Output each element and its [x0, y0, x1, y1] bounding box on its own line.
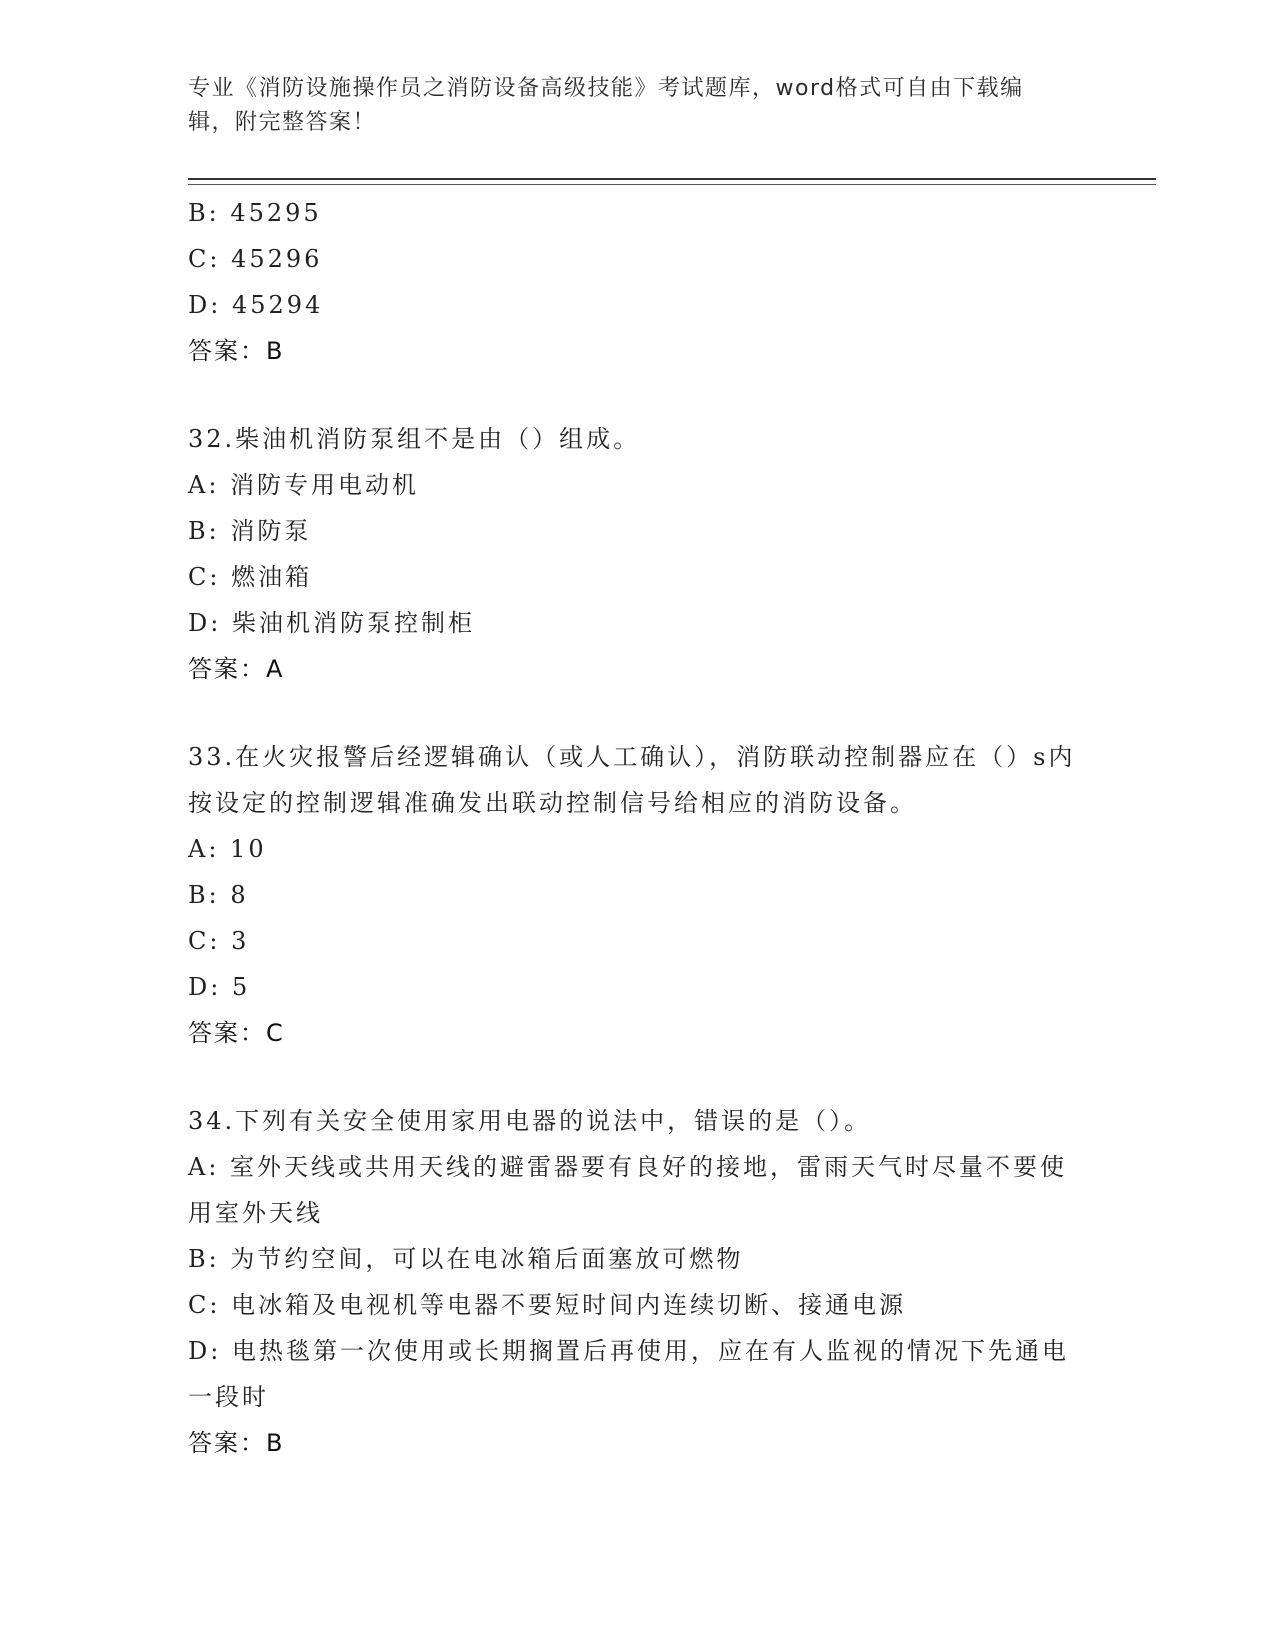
option-b: B: 消防泵 [188, 517, 312, 545]
answer-line: 答案：B [188, 337, 285, 365]
question-stem: 32.柴油机消防泵组不是由（）组成。 [188, 425, 641, 453]
question-content [188, 190, 1088, 1466]
header-divider-thick [188, 178, 1156, 180]
header-divider-thin [188, 184, 1156, 185]
answer-line: 答案：A [188, 655, 285, 683]
option-b: B: 8 [188, 881, 249, 909]
option-b: B: 45295 [188, 199, 322, 227]
option-c: C: 45296 [188, 245, 323, 273]
option-a: A: 10 [188, 835, 267, 863]
option-d: D: 5 [188, 973, 251, 1001]
option-d: D: 柴油机消防泵控制柜 [188, 609, 475, 637]
option-c: C: 电冰箱及电视机等电器不要短时间内连续切断、接通电源 [188, 1291, 907, 1319]
question-32 [188, 416, 1088, 692]
spacer [188, 692, 1088, 734]
question-34 [188, 1098, 1088, 1466]
question-stem: 34.下列有关安全使用家用电器的说法中，错误的是（）。 [188, 1107, 872, 1135]
option-d: D: 电热毯第一次使用或长期搁置后再使用，应在有人监视的情况下先通电一段时 [188, 1337, 1069, 1411]
option-a: A: 室外天线或共用天线的避雷器要有良好的接地，雷雨天气时尽量不要使用室外天线 [188, 1153, 1068, 1227]
question-33 [188, 734, 1088, 1056]
spacer [188, 374, 1088, 416]
document-header: 专业《消防设施操作员之消防设备高级技能》考试题库，word格式可自由下载编辑，附完整答案！ [188, 76, 1024, 135]
previous-question-block [188, 190, 1088, 374]
answer-line: 答案：C [188, 1019, 285, 1047]
answer-line: 答案：B [188, 1429, 285, 1457]
spacer [188, 1056, 1088, 1098]
question-stem: 33.在火灾报警后经逻辑确认（或人工确认），消防联动控制器应在（）s内按设定的控制逻辑准确发出联动控制信号给相应的消防设备。 [188, 743, 1076, 817]
option-c: C: 燃油箱 [188, 563, 313, 591]
option-a: A: 消防专用电动机 [188, 471, 420, 499]
option-d: D: 45294 [188, 291, 324, 319]
option-b: B: 为节约空间，可以在电冰箱后面塞放可燃物 [188, 1245, 744, 1273]
option-c: C: 3 [188, 927, 250, 955]
